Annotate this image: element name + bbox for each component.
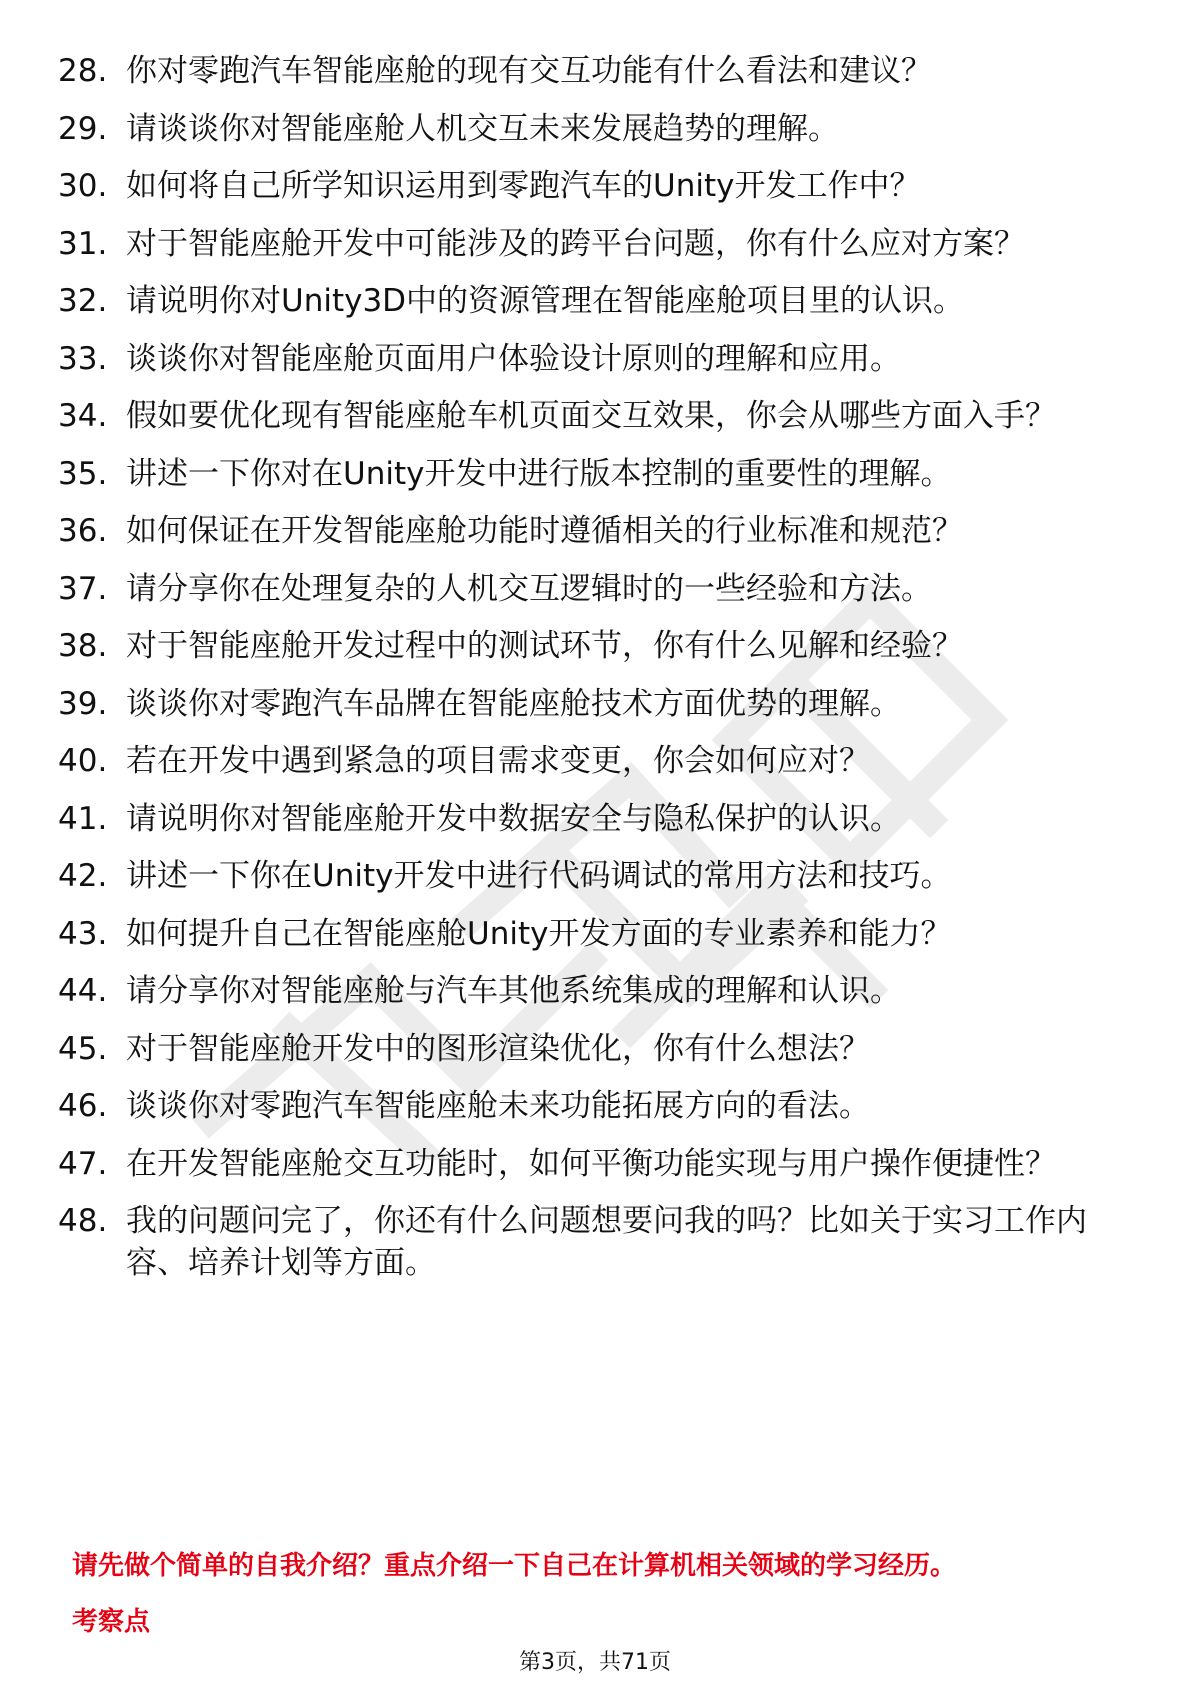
question-text: 请说明你对智能座舱开发中数据安全与隐私保护的认识。: [126, 800, 901, 837]
question-number: 45.: [58, 1030, 108, 1067]
question-text: 请分享你在处理复杂的人机交互逻辑时的一些经验和方法。: [126, 570, 932, 607]
question-text: 请谈谈你对智能座舱人机交互未来发展趋势的理解。: [126, 110, 839, 147]
question-number: 41.: [58, 800, 108, 837]
question-number: 34.: [58, 398, 108, 434]
list-item: [58, 280, 1118, 322]
question-number: 37.: [58, 570, 108, 607]
question-number: 30.: [58, 168, 108, 204]
question-number: 48.: [58, 1203, 108, 1239]
page-number: 第3页，共71页: [519, 1650, 671, 1675]
question-number: 44.: [58, 973, 108, 1009]
section-label: 考察点: [72, 1607, 151, 1637]
question-text: 我的问题问完了，你还有什么问题想要问我的吗？比如关于实习工作内容、培养计划等方面。: [126, 1203, 1087, 1281]
list-item: [58, 1200, 1118, 1284]
question-number: 32.: [58, 283, 108, 319]
list-item: [58, 453, 1118, 495]
list-item: [58, 568, 1118, 610]
question-number: 43.: [58, 915, 108, 952]
list-item: [58, 395, 1118, 437]
list-item: [58, 1028, 1118, 1070]
question-number: 38.: [58, 628, 108, 664]
list-item: [58, 625, 1118, 667]
list-item: [58, 108, 1118, 150]
question-text: 请说明你对Unity3D中的资源管理在智能座舱项目里的认识。: [126, 283, 965, 319]
question-text: 请分享你对智能座舱与汽车其他系统集成的理解和认识。: [126, 973, 901, 1009]
question-text: 对于智能座舱开发过程中的测试环节，你有什么见解和经验？: [126, 628, 963, 664]
list-item: [58, 338, 1118, 380]
question-text: 假如要优化现有智能座舱车机页面交互效果，你会从哪些方面入手？: [126, 398, 1056, 434]
question-number: 28.: [58, 53, 108, 89]
list-item: [58, 223, 1118, 265]
list-item: [58, 165, 1118, 207]
question-number: 39.: [58, 685, 108, 722]
question-text: 你对零跑汽车智能座舱的现有交互功能有什么看法和建议？: [126, 53, 932, 89]
question-text: 谈谈你对零跑汽车品牌在智能座舱技术方面优势的理解。: [126, 685, 901, 722]
question-text: 对于智能座舱开发中的图形渲染优化，你有什么想法？: [126, 1030, 870, 1067]
list-item: [58, 510, 1118, 552]
question-number: 47.: [58, 1145, 108, 1182]
question-text: 讲述一下你对在Unity开发中进行版本控制的重要性的理解。: [126, 455, 952, 492]
question-text: 如何保证在开发智能座舱功能时遵循相关的行业标准和规范？: [126, 513, 963, 549]
highlight-question: 请先做个简单的自我介绍？重点介绍一下自己在计算机相关领域的学习经历。: [72, 1551, 957, 1581]
question-text: 谈谈你对零跑汽车智能座舱未来功能拓展方向的看法。: [126, 1088, 870, 1124]
list-item: [58, 740, 1118, 782]
list-item: [58, 1143, 1118, 1185]
question-number: 35.: [58, 455, 108, 492]
list-item: [58, 683, 1118, 725]
list-item: [58, 1085, 1118, 1127]
question-text: 讲述一下你在Unity开发中进行代码调试的常用方法和技巧。: [126, 858, 952, 894]
list-item: [58, 913, 1118, 955]
question-number: 46.: [58, 1088, 108, 1124]
question-number: 42.: [58, 858, 108, 894]
question-text: 谈谈你对智能座舱页面用户体验设计原则的理解和应用。: [126, 340, 901, 377]
list-item: [58, 855, 1118, 897]
list-item: [58, 970, 1118, 1012]
list-item: [58, 50, 1118, 92]
question-number: 29.: [58, 110, 108, 147]
question-number: 36.: [58, 513, 108, 549]
question-text: 在开发智能座舱交互功能时，如何平衡功能实现与用户操作便捷性？: [126, 1145, 1056, 1182]
question-text: 对于智能座舱开发中可能涉及的跨平台问题，你有什么应对方案？: [126, 225, 1025, 262]
question-list: [58, 50, 1118, 1300]
question-number: 40.: [58, 743, 108, 779]
question-text: 如何将自己所学知识运用到零跑汽车的Unity开发工作中？: [126, 168, 921, 204]
question-number: 31.: [58, 225, 108, 262]
question-text: 若在开发中遇到紧急的项目需求变更，你会如何应对？: [126, 743, 870, 779]
list-item: [58, 798, 1118, 840]
question-number: 33.: [58, 340, 108, 377]
question-text: 如何提升自己在智能座舱Unity开发方面的专业素养和能力？: [126, 915, 952, 952]
